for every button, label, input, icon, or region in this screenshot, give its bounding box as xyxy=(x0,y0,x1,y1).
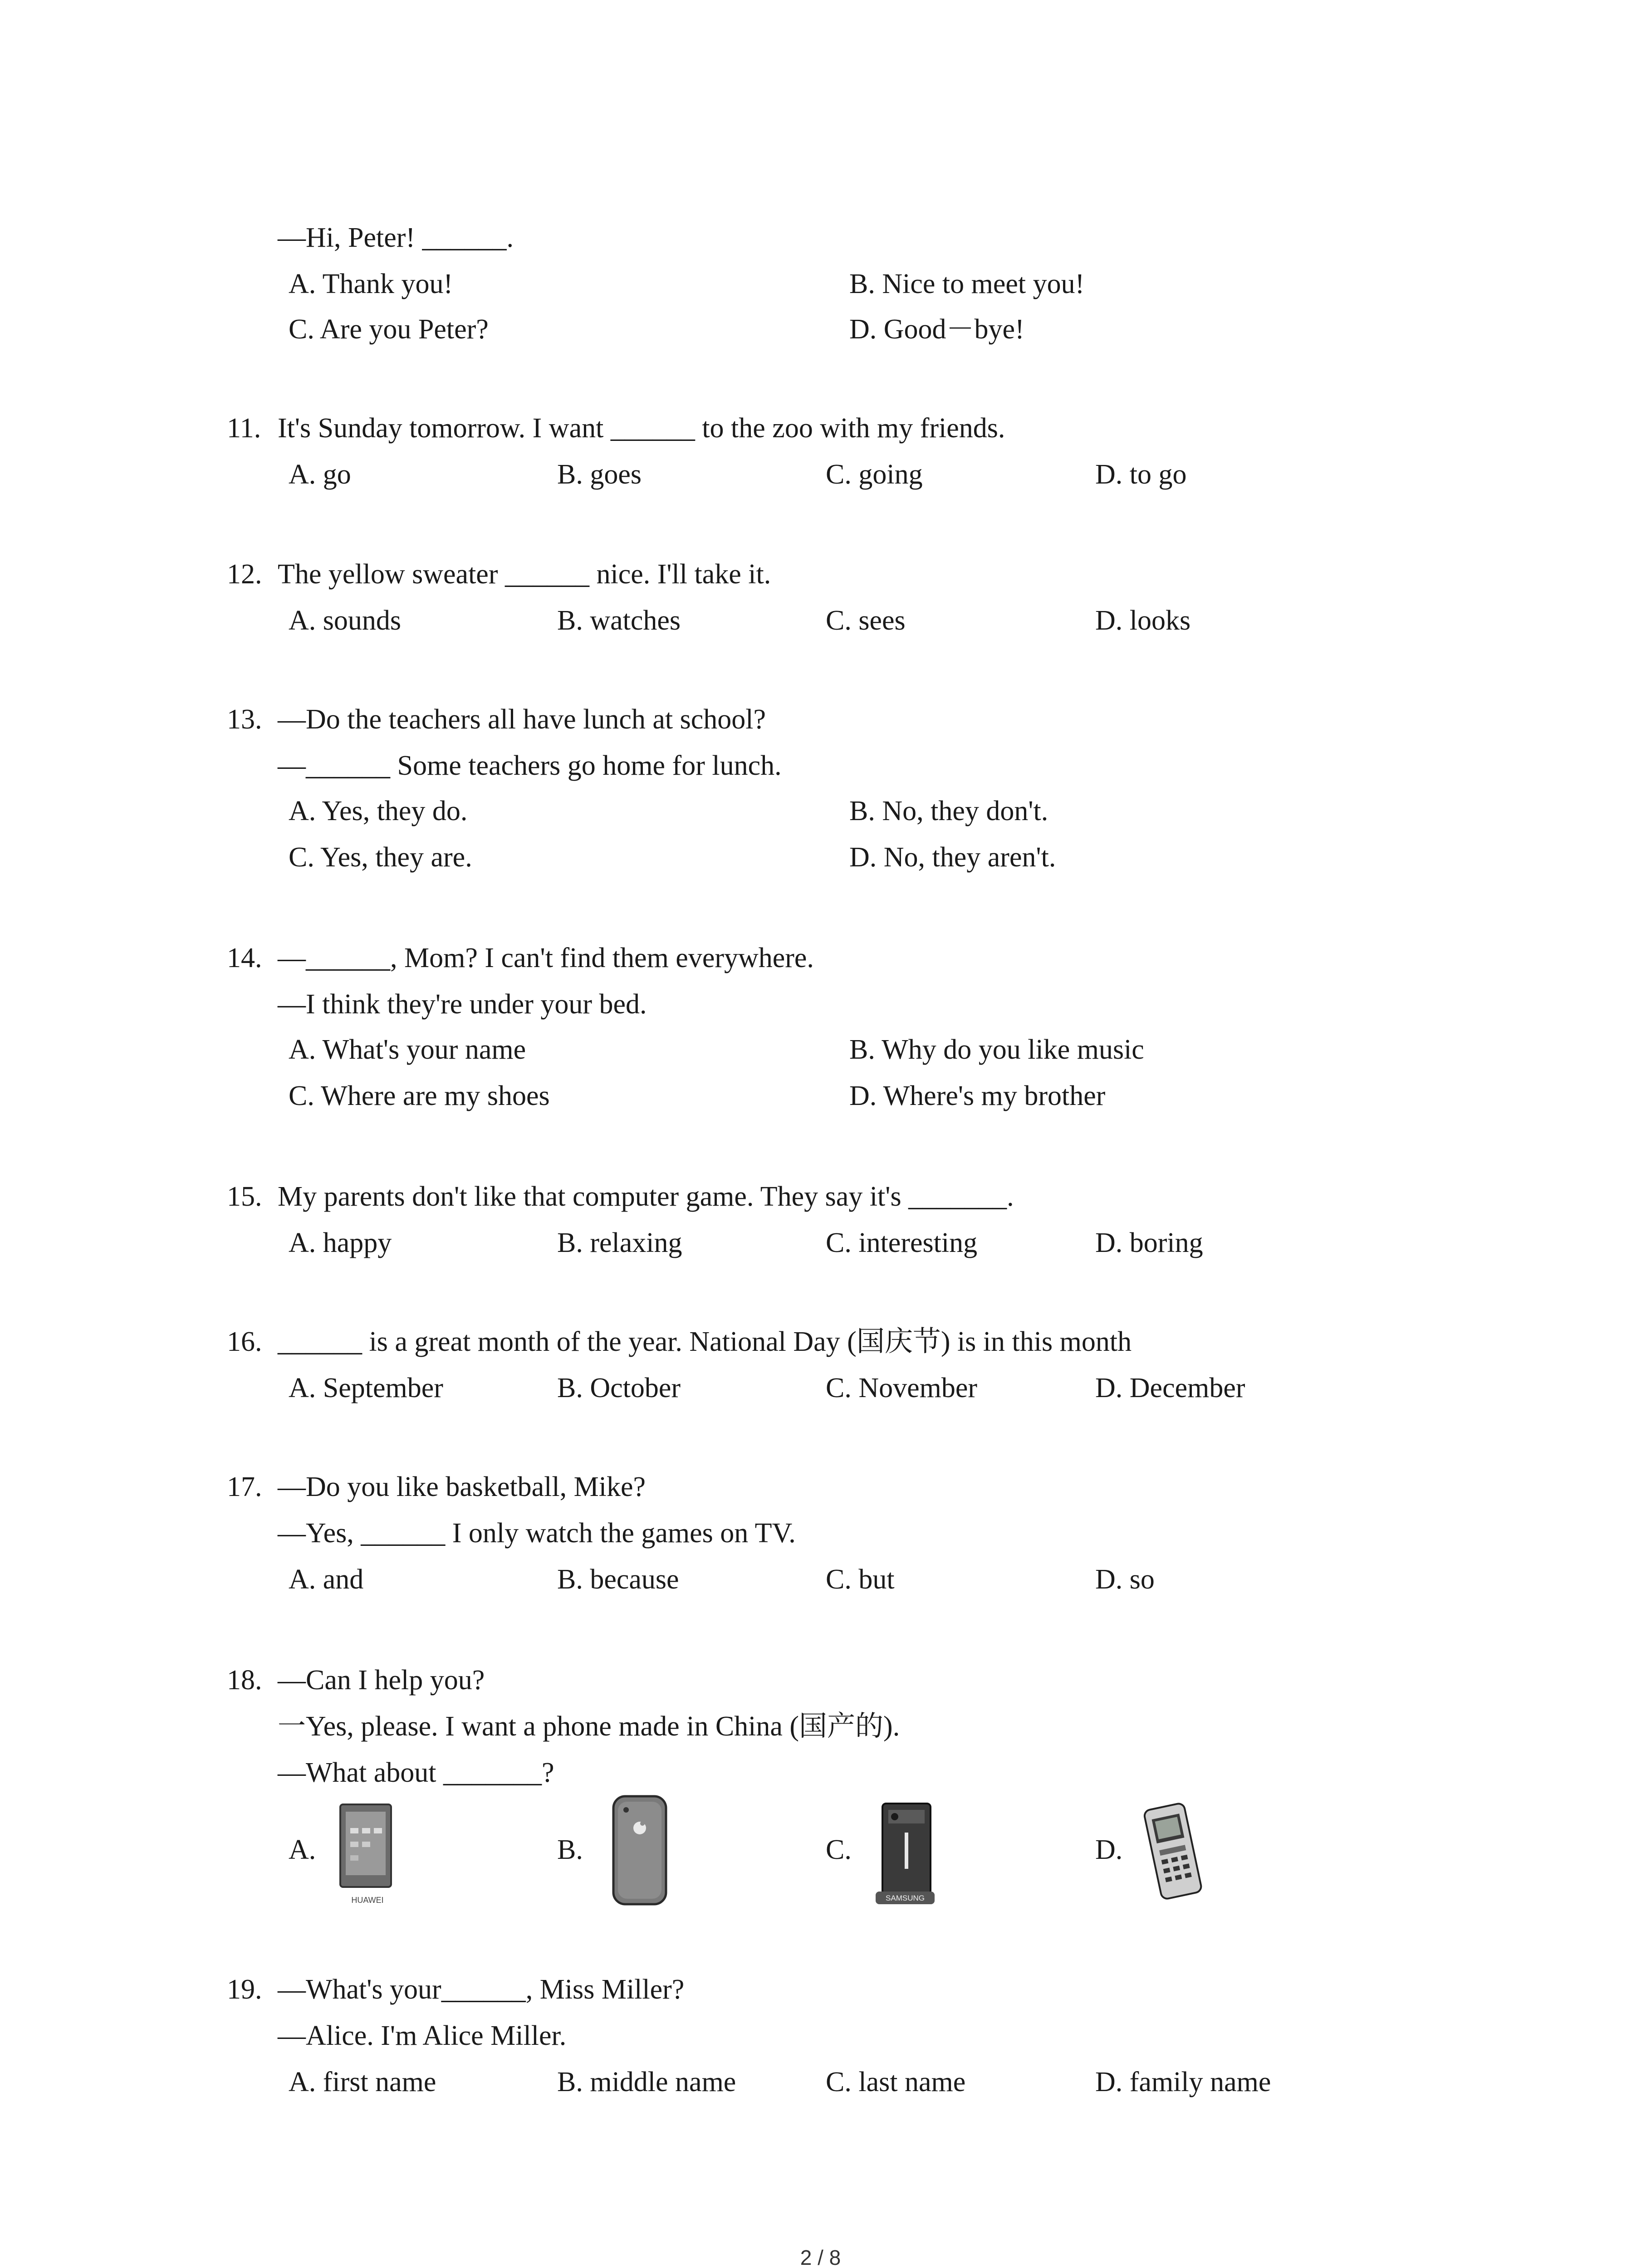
q15-option-a: A. happy xyxy=(289,1227,392,1258)
q10-stem: —Hi, Peter! ______. xyxy=(278,222,514,253)
q14-stem-2: —I think they're under your bed. xyxy=(278,989,647,1020)
q12-option-a: A. sounds xyxy=(289,605,402,636)
q14-option-a: A. What's your name xyxy=(289,1034,526,1065)
q16-option-c: C. November xyxy=(826,1373,978,1403)
q18-option-a: A. xyxy=(289,1834,316,1865)
q11-number: 11. xyxy=(227,413,261,444)
q15-stem: My parents don't like that computer game. They say it's _______. xyxy=(278,1181,1014,1212)
q19-number: 19. xyxy=(227,1974,262,2005)
q10-option-b: B. Nice to meet you! xyxy=(849,269,1085,299)
q16-option-b: B. October xyxy=(557,1373,681,1403)
q13-number: 13. xyxy=(227,704,262,735)
q13-stem-2: —______ Some teachers go home for lunch. xyxy=(278,750,782,781)
q18-stem-3: —What about _______? xyxy=(278,1757,554,1788)
q16-number: 16. xyxy=(227,1326,262,1357)
q15-number: 15. xyxy=(227,1181,262,1212)
samsung-phone-image xyxy=(862,1801,948,1910)
samsung-logo-text: SAMSUNG xyxy=(886,1894,925,1902)
q17-stem: —Do you like basketball, Mike? xyxy=(278,1471,646,1502)
q11-option-c: C. going xyxy=(826,459,923,490)
q12-number: 12. xyxy=(227,559,262,590)
q12-option-d: D. looks xyxy=(1095,605,1191,636)
q14-option-c: C. Where are my shoes xyxy=(289,1080,550,1111)
q17-option-d: D. so xyxy=(1095,1564,1155,1595)
q17-option-a: A. and xyxy=(289,1564,364,1595)
q13-option-a: A. Yes, they do. xyxy=(289,796,468,826)
q17-number: 17. xyxy=(227,1471,262,1502)
q12-option-b: B. watches xyxy=(557,605,681,636)
q10-option-d: D. Good－bye! xyxy=(849,314,1024,345)
q13-stem: —Do the teachers all have lunch at school? xyxy=(278,704,766,735)
q18-option-c: C. xyxy=(826,1834,852,1865)
q12-stem: The yellow sweater ______ nice. I'll take it. xyxy=(278,559,771,590)
q19-stem: —What's your______, Miss Miller? xyxy=(278,1974,685,2005)
q18-stem: —Can I help you? xyxy=(278,1665,485,1696)
q16-option-a: A. September xyxy=(289,1373,443,1403)
q17-option-b: B. because xyxy=(557,1564,679,1595)
q10-option-c: C. Are you Peter? xyxy=(289,314,489,345)
q11-option-b: B. goes xyxy=(557,459,642,490)
q18-number: 18. xyxy=(227,1665,262,1696)
huawei-phone-image xyxy=(327,1801,408,1910)
q18-option-b: B. xyxy=(557,1834,583,1865)
q14-number: 14. xyxy=(227,943,262,973)
q17-option-c: C. but xyxy=(826,1564,895,1595)
q10-option-a: A. Thank you! xyxy=(289,269,453,299)
q13-option-b: B. No, they don't. xyxy=(849,796,1048,826)
q14-option-b: B. Why do you like music xyxy=(849,1034,1144,1065)
q14-stem: —______, Mom? I can't find them everywhere. xyxy=(278,943,814,973)
q14-option-d: D. Where's my brother xyxy=(849,1080,1106,1111)
q13-option-d: D. No, they aren't. xyxy=(849,842,1056,873)
huawei-logo-text: HUAWEI xyxy=(351,1896,384,1905)
q19-option-a: A. first name xyxy=(289,2067,436,2097)
q18-option-d: D. xyxy=(1095,1834,1123,1865)
q15-option-d: D. boring xyxy=(1095,1227,1203,1258)
q11-option-a: A. go xyxy=(289,459,351,490)
q17-stem-2: —Yes, ______ I only watch the games on TV. xyxy=(278,1518,796,1549)
q13-option-c: C. Yes, they are. xyxy=(289,842,472,873)
q16-option-d: D. December xyxy=(1095,1373,1245,1403)
q18-stem-2: 一Yes, please. I want a phone made in China (国产的). xyxy=(278,1711,900,1742)
q19-option-b: B. middle name xyxy=(557,2067,736,2097)
q15-option-c: C. interesting xyxy=(826,1227,978,1258)
q12-option-c: C. sees xyxy=(826,605,906,636)
nokia-phone-image xyxy=(1125,1796,1225,1905)
q19-stem-2: —Alice. I'm Alice Miller. xyxy=(278,2020,567,2051)
q15-option-b: B. relaxing xyxy=(557,1227,682,1258)
q11-stem: It's Sunday tomorrow. I want ______ to the zoo with my friends. xyxy=(278,413,1005,444)
q16-stem: ______ is a great month of the year. National Day (国庆节) is in this month xyxy=(278,1326,1132,1357)
iphone-image xyxy=(594,1792,685,1914)
q19-option-c: C. last name xyxy=(826,2067,966,2097)
page-number: 2 / 8 xyxy=(800,2246,841,2268)
q11-option-d: D. to go xyxy=(1095,459,1187,490)
q19-option-d: D. family name xyxy=(1095,2067,1271,2097)
